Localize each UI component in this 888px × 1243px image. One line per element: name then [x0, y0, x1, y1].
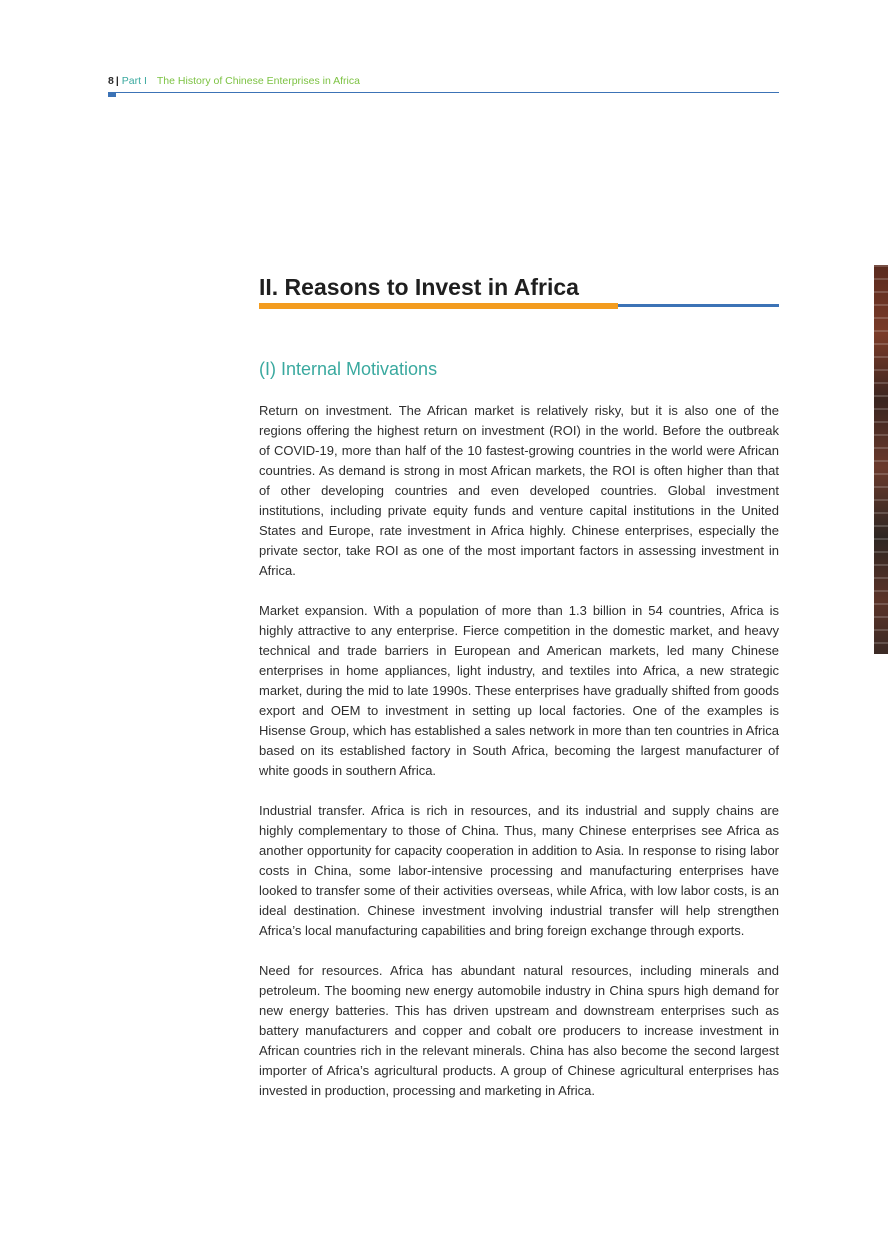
header-separator: |	[115, 75, 119, 87]
running-header	[108, 75, 779, 97]
heading-underline-orange	[259, 303, 618, 309]
header-rule	[108, 92, 779, 93]
paragraph-market-expansion: Market expansion. With a population of more than 1.3 billion in 54 countries, Africa is highly attractive to any enterprise. Fierce competition in the domestic market, and heavy technical and trade barriers in European and American markets, led many Chinese enterprises in home appliances, light industry, and textiles into Africa, a new strategic market, during the mid to late 1990s. These enterprises have gradually shifted from goods export and OEM to investment in setting up local factories. One of the examples is Hisense Group, which has established a sales network in more than ten countries in Africa based on its established factory in South Africa, becoming the largest manufacturer of white goods in southern Africa.	[259, 603, 779, 778]
paragraph-need-for-resources: Need for resources. Africa has abundant natural resources, including minerals and petroleum. The booming new energy automobile industry in China spurs high demand for new energy batteries. This has driven upstream and downstream enterprises such as battery manufacturers and copper and cobalt ore producers to increase investment in African countries rich in the relevant minerals. China has also become the second largest importer of Africa’s agricultural products. A group of Chinese agricultural enterprises has invested in production, processing and marketing in Africa.	[259, 963, 779, 1098]
page-number: 8	[108, 75, 114, 87]
edge-photo-strip	[874, 265, 888, 654]
body-text	[259, 401, 779, 1121]
chapter-title: The History of Chinese Enterprises in Africa	[156, 75, 360, 87]
heading-underline-blue	[618, 304, 779, 307]
header-rule-marker	[108, 92, 116, 97]
subsection-heading: (I) Internal Motivations	[259, 359, 438, 379]
paragraph-industrial-transfer: Industrial transfer. Africa is rich in resources, and its industrial and supply chains are highly complementary to those of China. Thus, many Chinese enterprises see Africa as another opportunity for capacity cooperation in addition to Asia. In response to rising labor costs in China, some labor-intensive processing and manufacturing enterprises have looked to transfer some of their activities overseas, while Africa, with low labor costs, is an ideal destination. Chinese investment involving industrial transfer will help strengthen Africa’s local manufacturing capabilities and bring foreign exchange through exports.	[259, 803, 779, 938]
paragraph-return-on-investment: Return on investment. The African market is relatively risky, but it is also one of the regions offering the highest return on investment (ROI) in the world. Before the outbreak of COVID-19, more than half of the 10 fastest-growing countries in the world were African countries. As demand is strong in most African markets, the ROI is often higher than that of other developing countries and even developed countries. Global investment institutions, including private equity funds and venture capital institutions in the United States and Europe, rate investment in Africa highly. Chinese enterprises, especially the private sector, take ROI as one of the most important factors in assessing investment in Africa.	[259, 403, 779, 578]
running-header-text	[108, 75, 360, 88]
part-label: Part I	[121, 75, 147, 87]
section-heading: II. Reasons to Invest in Africa	[259, 274, 579, 300]
